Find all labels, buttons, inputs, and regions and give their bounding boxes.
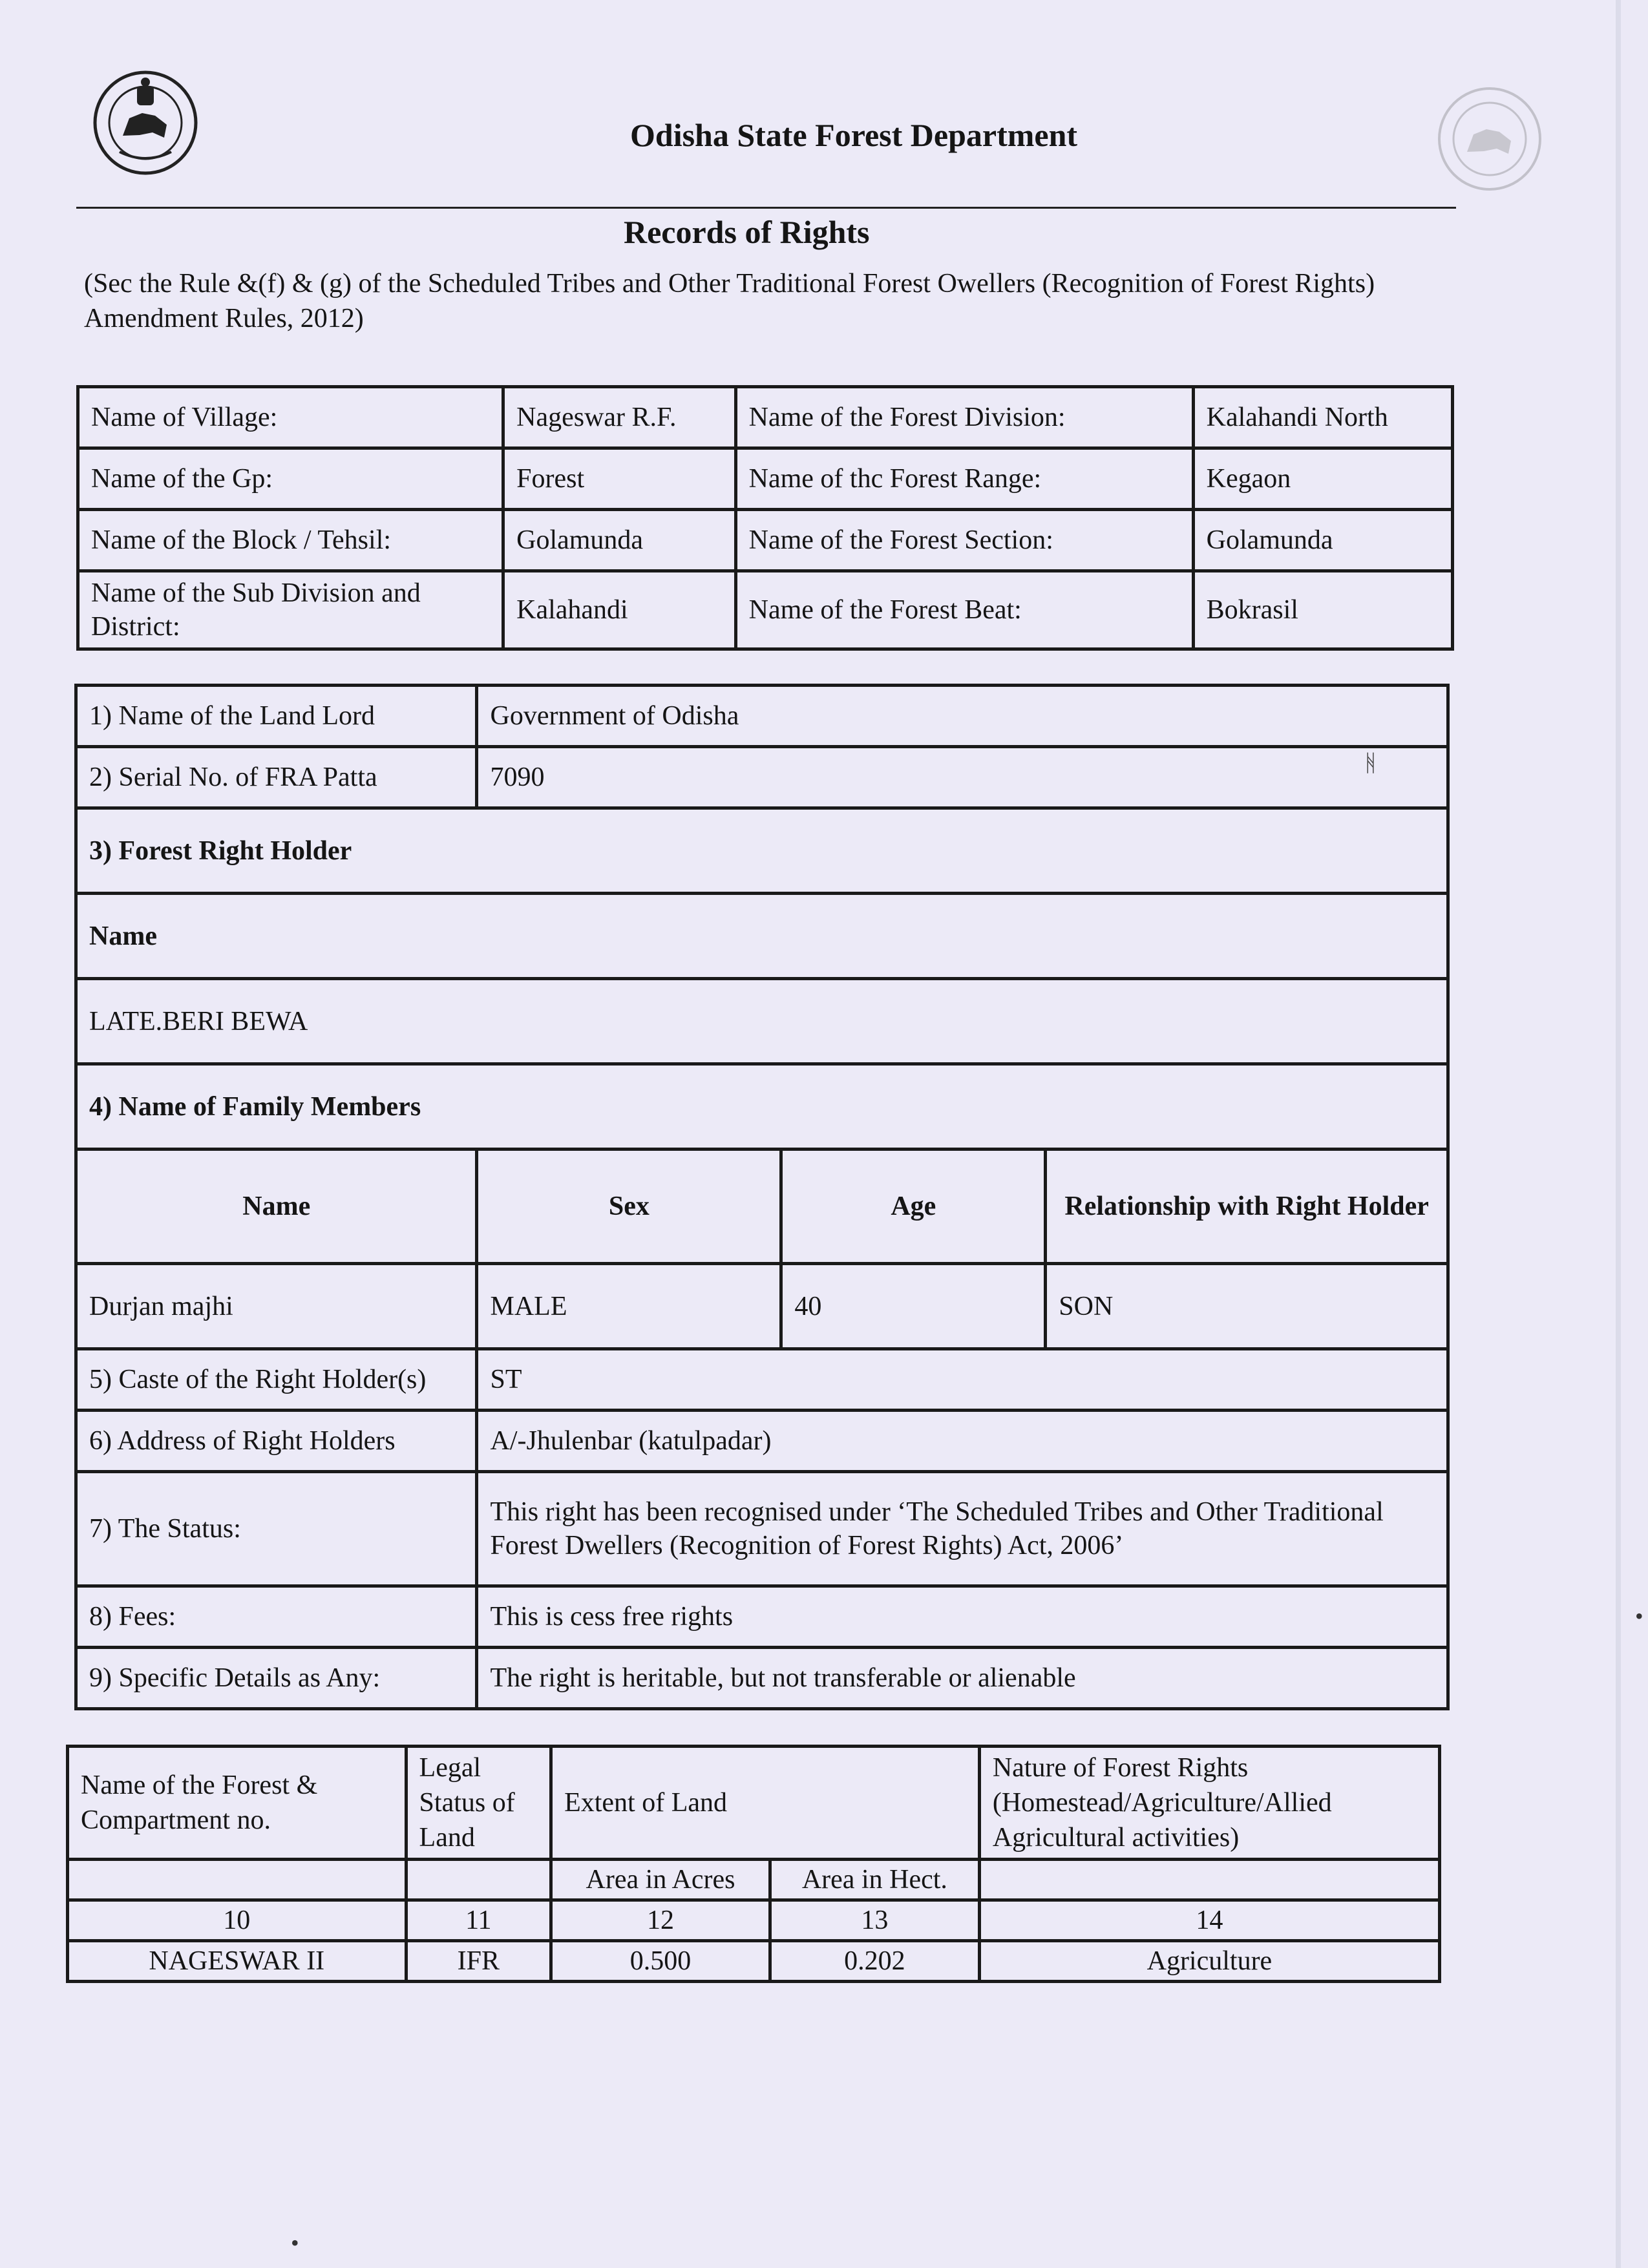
member-relationship: SON bbox=[1046, 1264, 1448, 1349]
land-header-row bbox=[68, 1747, 1440, 1860]
nature-of-rights: Agriculture bbox=[979, 1941, 1439, 1982]
table-row bbox=[76, 1349, 1448, 1411]
serial-value: 7090 bbox=[477, 747, 1448, 808]
gp-value: Forest bbox=[503, 448, 736, 510]
faint-emblem-icon bbox=[1435, 84, 1545, 194]
document-title: Records of Rights bbox=[624, 214, 870, 250]
legal-status: IFR bbox=[406, 1941, 551, 1982]
pen-mark: • bbox=[291, 2230, 299, 2256]
caste-label: 5) Caste of the Right Holder(s) bbox=[76, 1349, 477, 1411]
range-value: Kegaon bbox=[1193, 448, 1452, 510]
col-extent: Extent of Land bbox=[551, 1747, 980, 1860]
document-subtitle: (Sec the Rule &(f) & (g) of the Scheduled Tribes and Other Traditional Forest Owellers (Recognition of Forest Rights) Amendment Rules, 2012) bbox=[84, 269, 1375, 333]
blank-cell bbox=[979, 1860, 1439, 1900]
table-row bbox=[76, 1648, 1448, 1709]
location-table bbox=[76, 385, 1454, 651]
table-row bbox=[76, 1472, 1448, 1586]
land-subheader-row bbox=[68, 1860, 1440, 1900]
col-forest: Name of the Forest & Compartment no. bbox=[68, 1747, 407, 1860]
land-value-row bbox=[68, 1941, 1440, 1982]
beat-value: Bokrasil bbox=[1193, 571, 1452, 649]
address-label: 6) Address of Right Holders bbox=[76, 1411, 477, 1472]
table-row bbox=[76, 747, 1448, 808]
col-area-hect: Area in Hect. bbox=[770, 1860, 979, 1900]
col-number: 12 bbox=[551, 1900, 770, 1941]
rights-record-table bbox=[74, 684, 1450, 1710]
blank-cell bbox=[406, 1860, 551, 1900]
member-sex: MALE bbox=[477, 1264, 781, 1349]
range-label: Name of thc Forest Range: bbox=[735, 448, 1193, 510]
col-nature: Nature of Forest Rights (Homestead/Agriculture/Allied Agricultural activities) bbox=[979, 1747, 1439, 1860]
blank-cell bbox=[68, 1860, 407, 1900]
col-number: 11 bbox=[406, 1900, 551, 1941]
col-name: Name bbox=[76, 1150, 477, 1264]
col-number: 14 bbox=[979, 1900, 1439, 1941]
table-row bbox=[78, 571, 1453, 649]
status-label: 7) The Status: bbox=[76, 1472, 477, 1586]
table-row bbox=[78, 448, 1453, 510]
col-number: 13 bbox=[770, 1900, 979, 1941]
col-legal-status: Legal Status of Land bbox=[406, 1747, 551, 1860]
table-row bbox=[78, 387, 1453, 448]
area-acres: 0.500 bbox=[551, 1941, 770, 1982]
pen-mark: • bbox=[1635, 1603, 1643, 1629]
pen-mark: ᚻ bbox=[1364, 750, 1378, 776]
serial-label: 2) Serial No. of FRA Patta bbox=[76, 747, 477, 808]
landlord-value: Government of Odisha bbox=[477, 686, 1448, 747]
block-value: Golamunda bbox=[503, 510, 736, 571]
odisha-emblem-icon bbox=[90, 68, 200, 178]
member-age: 40 bbox=[781, 1264, 1046, 1349]
holder-heading: 3) Forest Right Holder bbox=[76, 808, 1448, 894]
col-relationship: Relationship with Right Holder bbox=[1046, 1150, 1448, 1264]
status-value: This right has been recognised under ‘The Scheduled Tribes and Other Traditional Forest Dwellers (Recognition of Forest Rights) Act, 2006’ bbox=[477, 1472, 1448, 1586]
gp-label: Name of the Gp: bbox=[78, 448, 503, 510]
member-name: Durjan majhi bbox=[76, 1264, 477, 1349]
table-row bbox=[76, 686, 1448, 747]
caste-value: ST bbox=[477, 1349, 1448, 1411]
family-member-row bbox=[76, 1264, 1448, 1349]
fees-value: This is cess free rights bbox=[477, 1586, 1448, 1648]
holder-name: LATE.BERI BEWA bbox=[76, 979, 1448, 1064]
subdivision-value: Kalahandi bbox=[503, 571, 736, 649]
table-row bbox=[76, 808, 1448, 894]
division-label: Name of the Forest Division: bbox=[735, 387, 1193, 448]
table-row bbox=[76, 894, 1448, 979]
block-label: Name of the Block / Tehsil: bbox=[78, 510, 503, 571]
family-heading: 4) Name of Family Members bbox=[76, 1064, 1448, 1150]
table-row bbox=[78, 510, 1453, 571]
beat-label: Name of the Forest Beat: bbox=[735, 571, 1193, 649]
section-label: Name of the Forest Section: bbox=[735, 510, 1193, 571]
table-row bbox=[76, 1411, 1448, 1472]
family-header-row bbox=[76, 1150, 1448, 1264]
details-label: 9) Specific Details as Any: bbox=[76, 1648, 477, 1709]
village-label: Name of Village: bbox=[78, 387, 503, 448]
column-number-row bbox=[68, 1900, 1440, 1941]
table-row bbox=[76, 1586, 1448, 1648]
village-value: Nageswar R.F. bbox=[503, 387, 736, 448]
forest-name: NAGESWAR II bbox=[68, 1941, 407, 1982]
division-value: Kalahandi North bbox=[1193, 387, 1452, 448]
fees-label: 8) Fees: bbox=[76, 1586, 477, 1648]
col-age: Age bbox=[781, 1150, 1046, 1264]
area-hect: 0.202 bbox=[770, 1941, 979, 1982]
landlord-label: 1) Name of the Land Lord bbox=[76, 686, 477, 747]
name-heading: Name bbox=[76, 894, 1448, 979]
col-number: 10 bbox=[68, 1900, 407, 1941]
address-value: A/-Jhulenbar (katulpadar) bbox=[477, 1411, 1448, 1472]
header-divider bbox=[76, 207, 1456, 209]
table-row bbox=[76, 1064, 1448, 1150]
section-value: Golamunda bbox=[1193, 510, 1452, 571]
col-sex: Sex bbox=[477, 1150, 781, 1264]
department-title: Odisha State Forest Department bbox=[630, 117, 1078, 153]
table-row bbox=[76, 979, 1448, 1064]
col-area-acres: Area in Acres bbox=[551, 1860, 770, 1900]
subdivision-label: Name of the Sub Division and District: bbox=[78, 571, 503, 649]
details-value: The right is heritable, but not transferable or alienable bbox=[477, 1648, 1448, 1709]
land-details-table bbox=[66, 1745, 1441, 1983]
